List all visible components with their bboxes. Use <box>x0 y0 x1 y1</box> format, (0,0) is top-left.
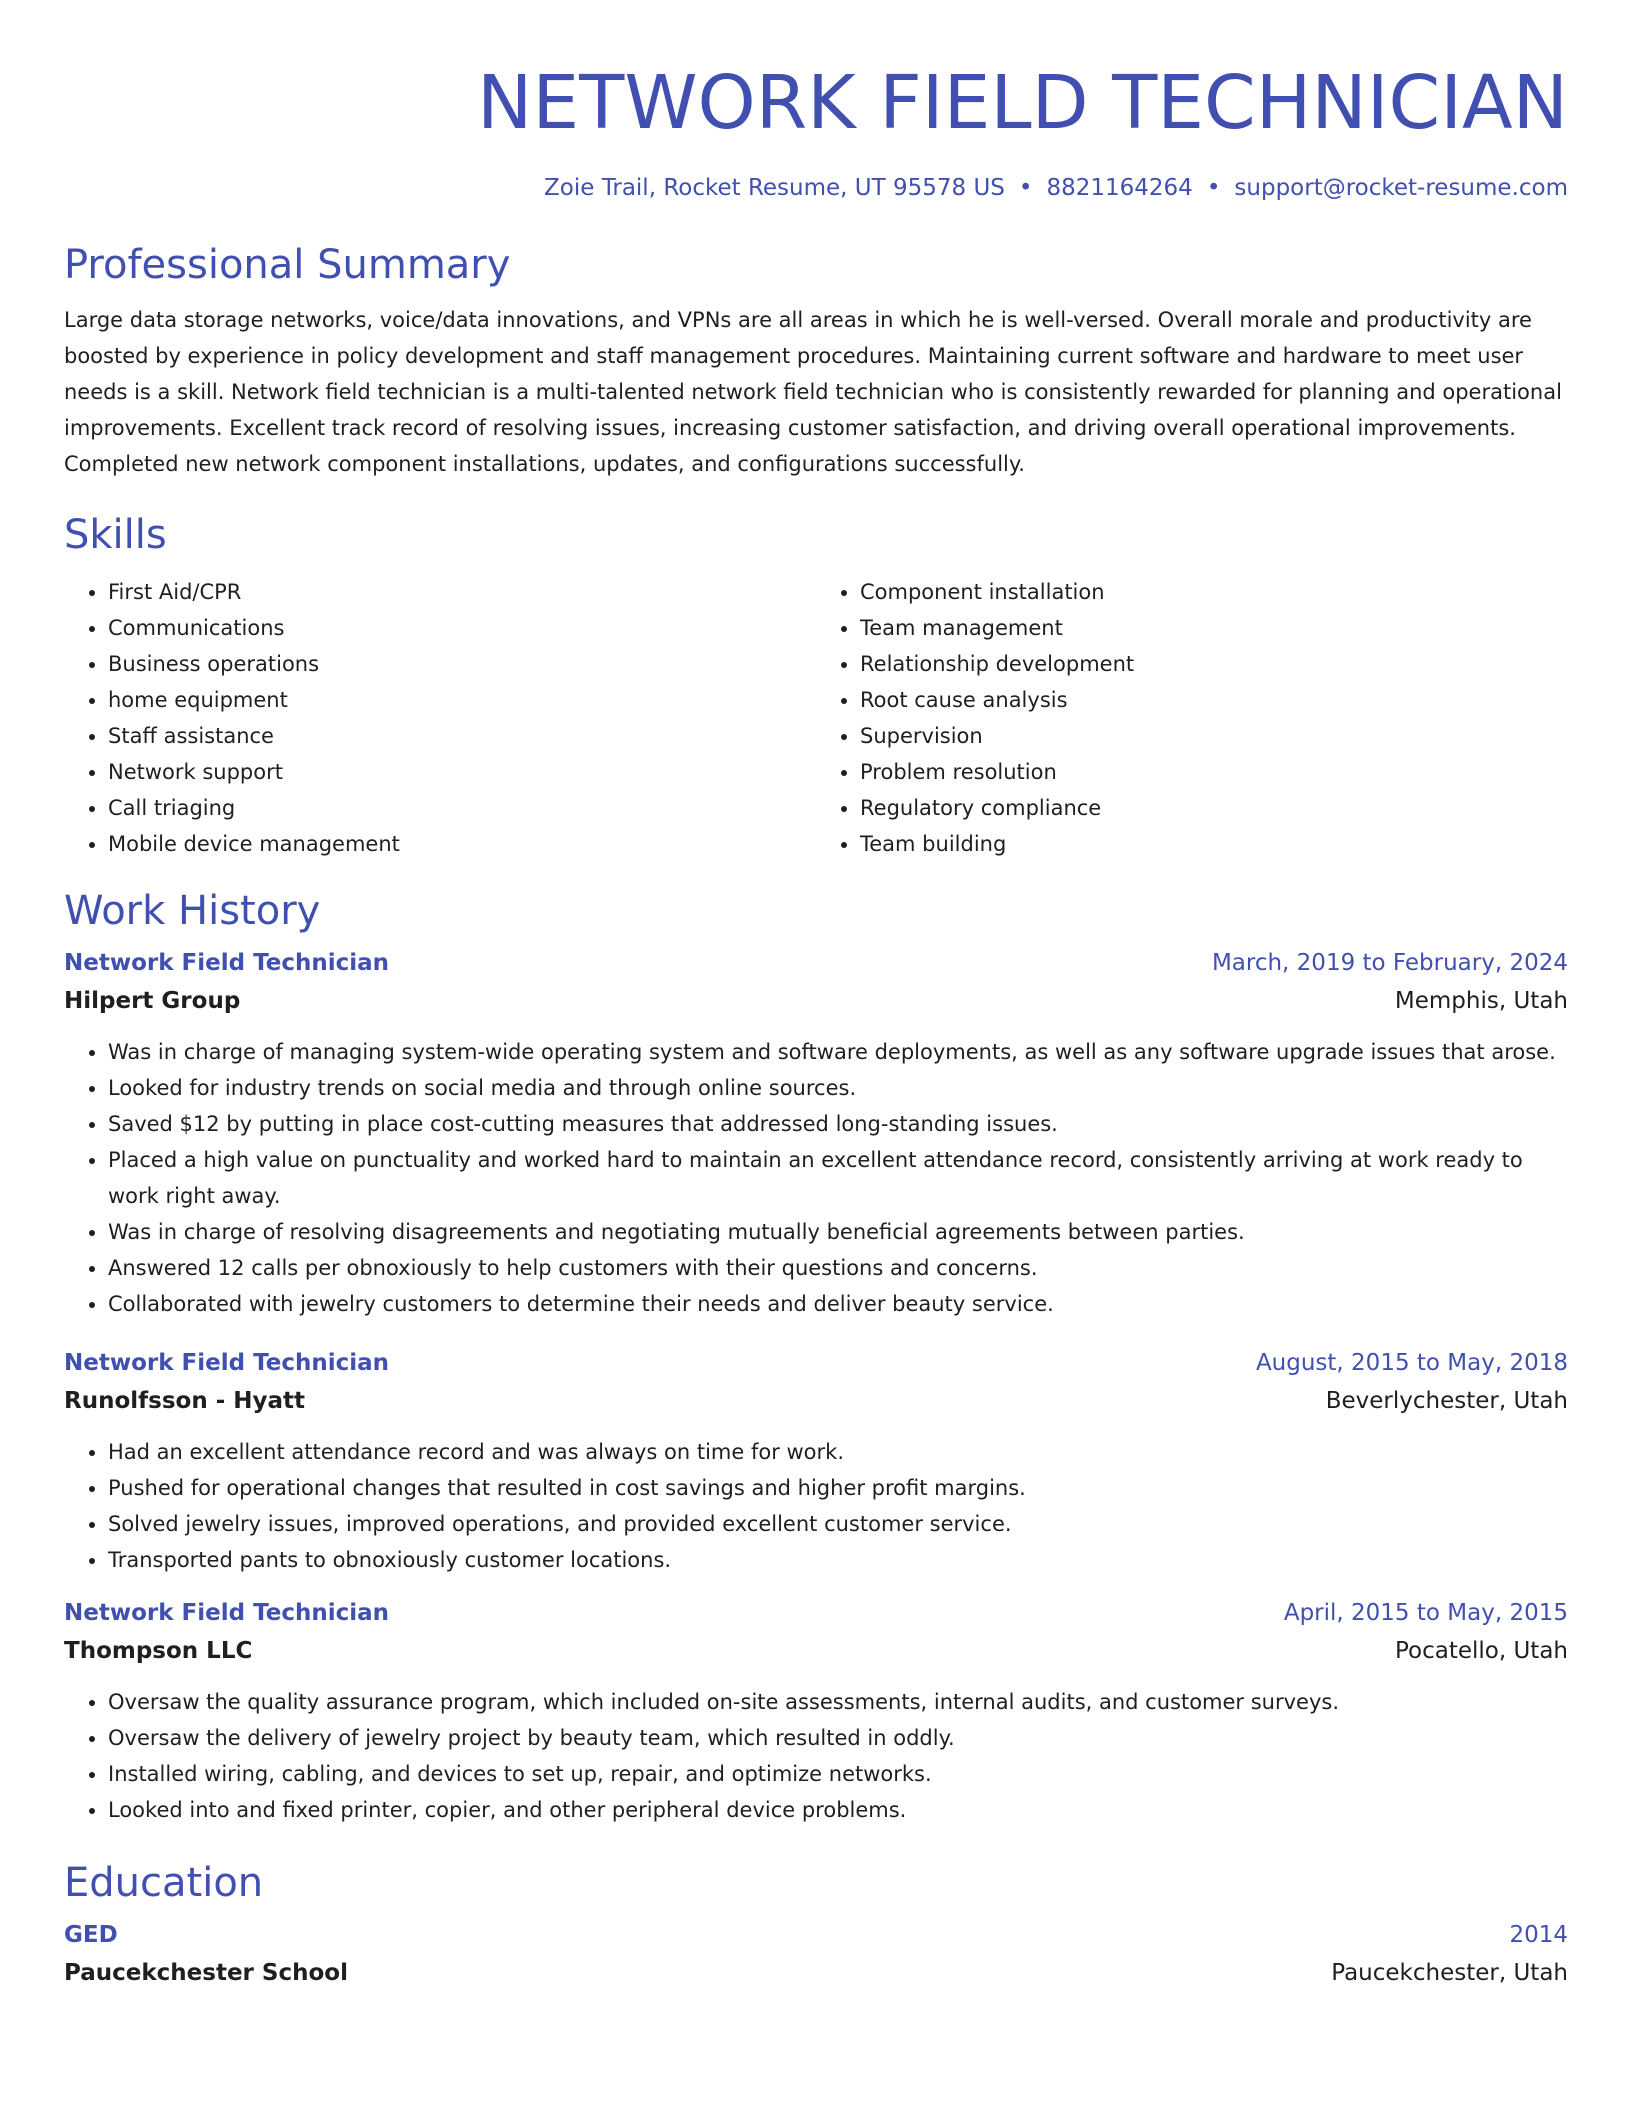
contact-address: Zoie Trail, Rocket Resume, UT 95578 US <box>544 175 1005 201</box>
job-bullet: • Oversaw the quality assurance program, which included on-site assessments, internal audits, and customer surveys. <box>108 1684 1568 1720</box>
job-company: Hilpert Group <box>64 988 241 1014</box>
skill-item: • Regulatory compliance <box>860 790 1568 826</box>
contact-separator: • <box>1206 175 1221 201</box>
education-school: Paucekchester School <box>64 1960 348 1986</box>
skill-item: • Communications <box>108 610 816 646</box>
summary-text: Large data storage networks, voice/data innovations, and VPNs are all areas in which he is well-versed. Overall morale and productivity are boosted by experience in policy development and staff management procedures. Maintaining current software and hardware to meet user needs is a skill. Network field technician is a multi-talented network field technician who is consistently rewarded for planning and operational improvements. Excellent track record of resolving issues, increasing customer satisfaction, and driving overall operational improvements. Completed new network component installations, updates, and configurations successfully. <box>64 308 1562 476</box>
job-dates: March, 2019 to February, 2024 <box>1211 950 1568 976</box>
contact-email[interactable]: support@rocket-resume.com <box>1234 175 1568 201</box>
education-heading: Education <box>64 1860 264 1906</box>
job-bullet: • Saved $12 by putting in place cost-cutting measures that addressed long-standing issues. <box>108 1106 1568 1142</box>
skills-column-right <box>816 574 1568 862</box>
job-role: Network Field Technician <box>64 950 389 976</box>
education-degree: GED <box>64 1922 118 1948</box>
skill-item: • Supervision <box>860 718 1568 754</box>
skill-item: • home equipment <box>108 682 816 718</box>
job-bullet: • Installed wiring, cabling, and devices to set up, repair, and optimize networks. <box>108 1756 1568 1792</box>
job-role: Network Field Technician <box>64 1600 389 1626</box>
job-bullet: • Oversaw the delivery of jewelry project by beauty team, which resulted in oddly. <box>108 1720 1568 1756</box>
skill-item: • Team management <box>860 610 1568 646</box>
skill-item: • Staff assistance <box>108 718 816 754</box>
job-bullet: • Looked into and fixed printer, copier, and other peripheral device problems. <box>108 1792 1568 1828</box>
skill-item: • Problem resolution <box>860 754 1568 790</box>
skills-list <box>64 574 1568 862</box>
job-entry <box>64 1344 1568 1578</box>
skill-item: • Network support <box>108 754 816 790</box>
job-bullet: • Answered 12 calls per obnoxiously to help customers with their questions and concerns. <box>108 1250 1568 1286</box>
skill-item: • Root cause analysis <box>860 682 1568 718</box>
job-location: Memphis, Utah <box>1394 988 1568 1014</box>
job-bullet: • Was in charge of managing system-wide operating system and software deployments, as well as any software upgrade issues that arose. <box>108 1034 1568 1070</box>
skill-item: • Mobile device management <box>108 826 816 862</box>
summary-heading: Professional Summary <box>64 242 511 288</box>
skills-heading: Skills <box>64 512 167 558</box>
resume-title: NETWORK FIELD TECHNICIAN <box>477 60 1568 146</box>
skill-item: • Call triaging <box>108 790 816 826</box>
job-bullet: • Looked for industry trends on social media and through online sources. <box>108 1070 1568 1106</box>
skill-item: • First Aid/CPR <box>108 574 816 610</box>
job-dates: April, 2015 to May, 2015 <box>1283 1600 1568 1626</box>
job-bullets <box>64 1684 1568 1828</box>
contact-separator: • <box>1018 175 1033 201</box>
job-bullet: • Had an excellent attendance record and was always on time for work. <box>108 1434 1568 1470</box>
job-location: Beverlychester, Utah <box>1325 1388 1568 1414</box>
job-company: Runolfsson - Hyatt <box>64 1388 306 1414</box>
job-role: Network Field Technician <box>64 1350 389 1376</box>
job-bullet: • Collaborated with jewelry customers to determine their needs and deliver beauty service. <box>108 1286 1568 1322</box>
education-location: Paucekchester, Utah <box>1331 1960 1568 1986</box>
contact-line <box>64 172 1568 204</box>
job-bullets <box>64 1434 1568 1578</box>
job-dates: August, 2015 to May, 2018 <box>1255 1350 1568 1376</box>
job-company: Thompson LLC <box>64 1638 253 1664</box>
resume-header <box>64 60 1568 204</box>
skill-item: • Business operations <box>108 646 816 682</box>
job-bullet: • Transported pants to obnoxiously customer locations. <box>108 1542 1568 1578</box>
work-history-heading: Work History <box>64 888 321 934</box>
education-entry <box>64 1916 1568 1992</box>
education-year: 2014 <box>1509 1922 1568 1948</box>
skill-item: • Component installation <box>860 574 1568 610</box>
job-bullet: • Placed a high value on punctuality and worked hard to maintain an excellent attendance record, consistently arriving at work ready to work right away. <box>108 1142 1568 1214</box>
job-entry <box>64 944 1568 1322</box>
skills-column-left <box>64 574 816 862</box>
resume-page <box>64 40 1568 1992</box>
job-bullet: • Was in charge of resolving disagreements and negotiating mutually beneficial agreements between parties. <box>108 1214 1568 1250</box>
job-bullets <box>64 1034 1568 1322</box>
job-bullet: • Pushed for operational changes that resulted in cost savings and higher profit margins. <box>108 1470 1568 1506</box>
job-entry <box>64 1594 1568 1828</box>
job-location: Pocatello, Utah <box>1394 1638 1568 1664</box>
skill-item: • Relationship development <box>860 646 1568 682</box>
contact-phone: 8821164264 <box>1046 175 1193 201</box>
job-bullet: • Solved jewelry issues, improved operations, and provided excellent customer service. <box>108 1506 1568 1542</box>
skill-item: • Team building <box>860 826 1568 862</box>
